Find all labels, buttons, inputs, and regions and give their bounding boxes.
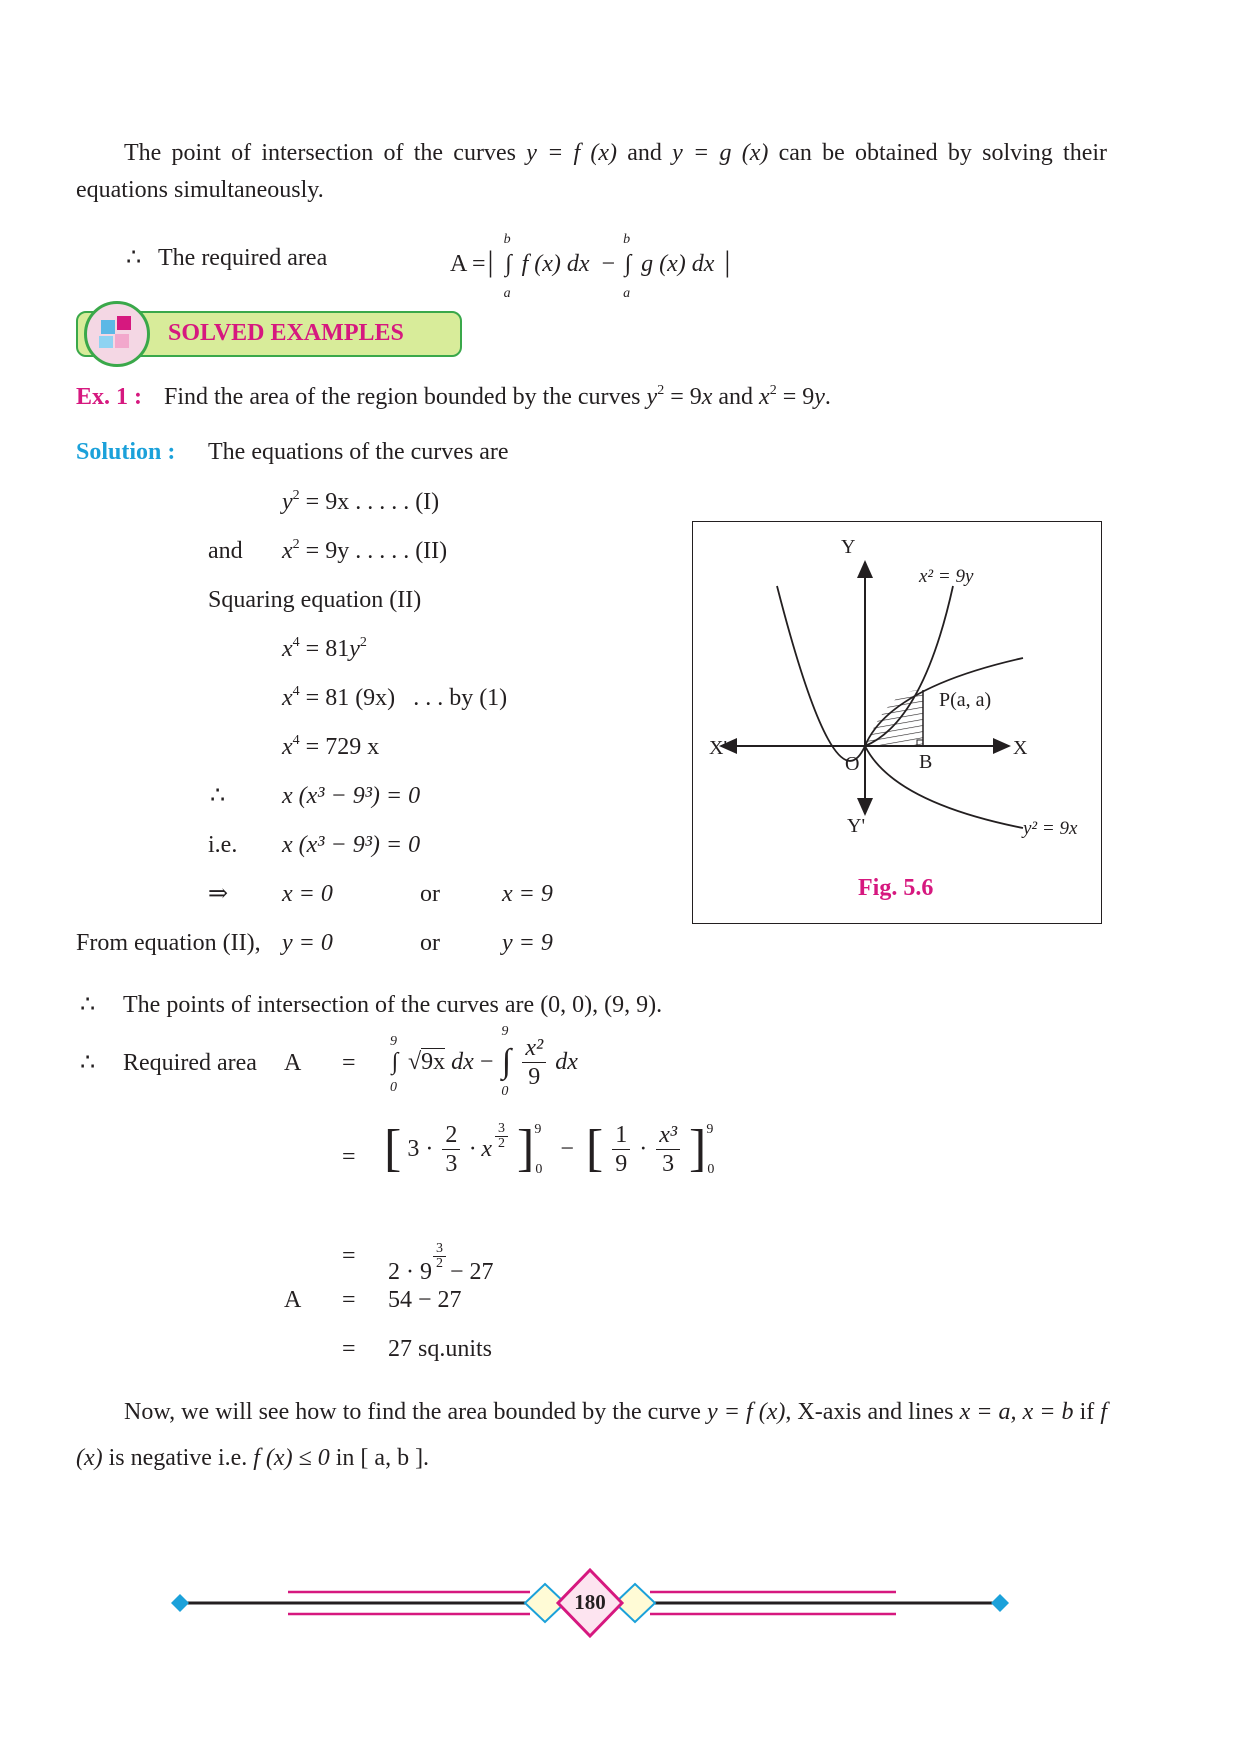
- equals-5: =: [342, 1336, 356, 1362]
- equation-I: $y^2 = 9x$ . . . . . (I): [282, 488, 440, 515]
- closing-paragraph: Now, we will see how to find the area bounded by the curve y = f (x), X-axis and lines x = a, x = b if f (x) is negative i.e. f (x) ≤ 0 in [ a, b ].: [76, 1399, 1108, 1471]
- label-curve-y2-9x: y² = 9x: [1023, 818, 1078, 839]
- intro-paragraph: The point of intersection of the curves y = f (x) and y = g (x) can be obtained by solving their equations simultaneously.: [76, 140, 1108, 203]
- label-curve-x2-9y: x² = 9y: [919, 566, 974, 587]
- banner-title: SOLVED EXAMPLES: [168, 320, 404, 346]
- therefore-symbol-3: ∴: [80, 992, 96, 1018]
- label-y-prime: Y': [847, 815, 866, 837]
- equals-1: =: [342, 1050, 356, 1076]
- factored-equation-2: x (x³ − 9³) = 0: [282, 832, 421, 858]
- x-equals-9: x = 9: [502, 881, 553, 907]
- power-step: 2 · 9 $\frac{3}{2}$ − 27: [388, 1241, 494, 1285]
- equals-4: =: [342, 1287, 356, 1313]
- therefore-symbol-4: ∴: [80, 1050, 96, 1076]
- or-label-2: or: [420, 930, 440, 956]
- left-diamond-icon: [171, 1594, 189, 1612]
- x-equals-0: x = 0: [282, 881, 333, 907]
- right-diamond-icon: [991, 1594, 1009, 1612]
- implies-symbol: ⇒: [208, 881, 229, 907]
- label-origin: O: [845, 753, 860, 775]
- label-x: X: [1013, 737, 1028, 759]
- area-integral: ∫ 9 0 √9x dx − ∫ 9 0 $\frac{\text{x²}}{9}$ dx: [390, 1024, 578, 1100]
- equals-2: =: [342, 1144, 356, 1170]
- factored-equation: x (x³ − 9³) = 0: [282, 783, 421, 809]
- figure-caption: Fig. 5.6: [858, 875, 934, 901]
- final-answer: 27 sq.units: [388, 1336, 493, 1362]
- example-label: Ex. 1 :: [76, 384, 142, 410]
- step-x4-81-9x: $x^4 = 81$ (9x) . . . by (1): [282, 684, 508, 711]
- required-area-text: Required area: [123, 1050, 257, 1076]
- therefore-symbol-2: ∴: [210, 783, 226, 809]
- solution-label: Solution :: [76, 439, 176, 465]
- equation-II: $x^2 = 9y$ . . . . . (II): [282, 537, 448, 564]
- y-equals-0: y = 0: [282, 930, 333, 956]
- equals-3: =: [342, 1243, 356, 1269]
- squaring-text: Squaring equation (II): [208, 587, 422, 613]
- step-x4-729x: $x^4 = 729$ x: [282, 733, 380, 760]
- solution-intro: The equations of the curves are: [208, 439, 509, 465]
- evaluated-bracket: [ 3 · $\frac{2}{3}$ · x $\frac{3}{2}$ ]$^9_0$ − [ $\frac{1}{9}$ · $\frac{\text{x³}}{3}$ ]$^9_0$: [384, 1120, 715, 1177]
- label-b: B: [919, 751, 933, 773]
- area-formula: A =| ∫ b a f (x) dx − ∫ b a g (x) dx |: [450, 232, 731, 301]
- area-symbol-A: A: [284, 1050, 302, 1076]
- subtraction-step: 54 − 27: [388, 1287, 462, 1313]
- page-number: 180: [574, 1590, 606, 1614]
- figure-5-6: [692, 521, 1102, 924]
- or-label: or: [420, 881, 440, 907]
- y-equals-9: y = 9: [502, 930, 553, 956]
- step-x4-81y2: $x^4 = 81y^2$: [282, 635, 367, 662]
- label-y: Y: [841, 536, 856, 558]
- puzzle-icon: [84, 301, 150, 367]
- required-area-label: The required area: [158, 245, 328, 271]
- label-x-prime: X': [709, 737, 728, 759]
- area-symbol-A-2: A: [284, 1287, 302, 1313]
- ie-label: i.e.: [208, 832, 238, 858]
- parabola-y2-9x-lower: [865, 746, 1023, 828]
- therefore-symbol: ∴: [126, 245, 142, 271]
- label-p: P(a, a): [939, 689, 992, 711]
- intersection-points: The points of intersection of the curves are (0, 0), (9, 9).: [123, 992, 663, 1018]
- and-label: and: [208, 538, 243, 564]
- from-equation-label: From equation (II),: [76, 930, 261, 956]
- curves-diagram: [693, 522, 1101, 923]
- example-statement: Find the area of the region bounded by the curves $y^2 = 9x$ and $x^2 = 9y$.: [164, 383, 831, 410]
